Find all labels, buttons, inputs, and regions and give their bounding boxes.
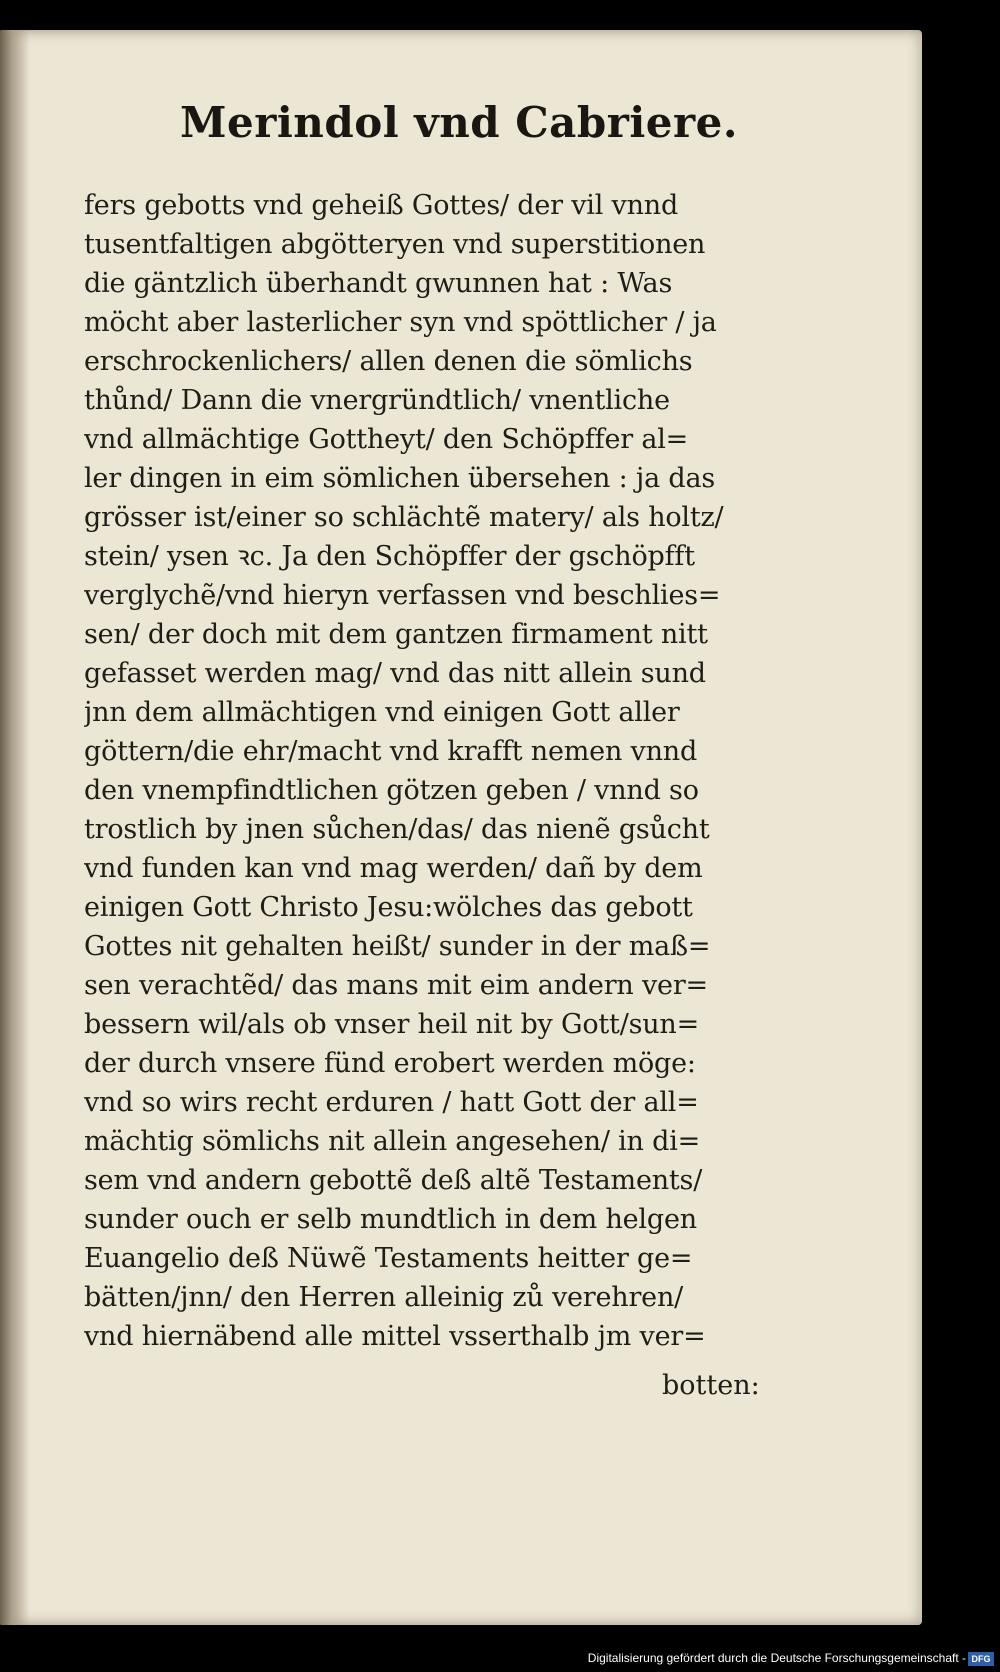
dfg-logo: DFG [968, 1652, 994, 1666]
text-line: Euangelio deß Nüwẽ Testaments heitter ge= [84, 1243, 693, 1274]
text-line: tusentfaltigen abgötteryen vnd superstitionen [84, 229, 706, 260]
catchword: botten: [662, 1370, 760, 1401]
text-line: sem vnd andern gebottẽ deß altẽ Testaments/ [84, 1165, 703, 1196]
text-line: fers gebotts vnd geheiß Gottes/ der vil vnnd [84, 190, 679, 221]
text-line: Gottes nit gehalten heißt/ sunder in der maß= [84, 931, 711, 962]
text-line: mächtig sömlichs nit allein angesehen/ in di= [84, 1126, 701, 1157]
text-line: sen/ der doch mit dem gantzen firmament nitt [84, 619, 708, 650]
text-line: bätten/jnn/ den Herren alleinig zů verehren/ [84, 1282, 684, 1313]
footer-bar [0, 1648, 1000, 1672]
text-line: vnd funden kan vnd mag werden/ dañ by dem [84, 853, 703, 884]
text-line: die gäntzlich überhandt gwunnen hat : Was [84, 268, 673, 299]
text-line: bessern wil/als ob vnser heil nit by Gott/sun= [84, 1009, 700, 1040]
text-line: trostlich by jnen sůchen/das/ das nienẽ gsůcht [84, 814, 710, 845]
text-line: gefasset werden mag/ vnd das nitt allein sund [84, 658, 706, 689]
text-line: vnd hiernäbend alle mittel vsserthalb jm ver= [84, 1321, 706, 1352]
text-line: jnn dem allmächtigen vnd einigen Gott aller [84, 697, 680, 728]
text-line: stein/ ysen ꝛc. Ja den Schöpffer der gschöpfft [84, 541, 695, 572]
book-page [0, 30, 922, 1625]
text-line: möcht aber lasterlicher syn vnd spöttlicher / ja [84, 307, 717, 338]
text-line: thůnd/ Dann die vnergründtlich/ vnentliche [84, 385, 670, 416]
gutter-shadow [0, 30, 30, 1625]
funding-credit: Digitalisierung gefördert durch die Deutsche Forschungsgemeinschaft - [587, 1651, 966, 1665]
running-head: Merindol vnd Cabriere. [180, 98, 739, 147]
text-line: der durch vnsere fünd erobert werden möge: [84, 1048, 696, 1079]
text-line: vnd so wirs recht erduren / hatt Gott der all= [84, 1087, 699, 1118]
text-line: verglychẽ/vnd hieryn verfassen vnd beschlies= [84, 580, 721, 611]
text-line: einigen Gott Christo Jesu:wölches das gebott [84, 892, 693, 923]
text-line: ler dingen in eim sömlichen übersehen : ja das [84, 463, 715, 494]
text-line: vnd allmächtige Gottheyt/ den Schöpffer al= [84, 424, 689, 455]
text-line: sunder ouch er selb mundtlich in dem helgen [84, 1204, 697, 1235]
text-line: göttern/die ehr/macht vnd krafft nemen vnnd [84, 736, 698, 767]
text-block [84, 186, 784, 1356]
text-line: sen verachtẽd/ das mans mit eim andern ver= [84, 970, 708, 1001]
text-line: grösser ist/einer so schlächtẽ matery/ als holtz/ [84, 502, 724, 533]
text-line: den vnempfindtlichen götzen geben / vnnd so [84, 775, 699, 806]
text-line: erschrockenlichers/ allen denen die sömlichs [84, 346, 693, 377]
